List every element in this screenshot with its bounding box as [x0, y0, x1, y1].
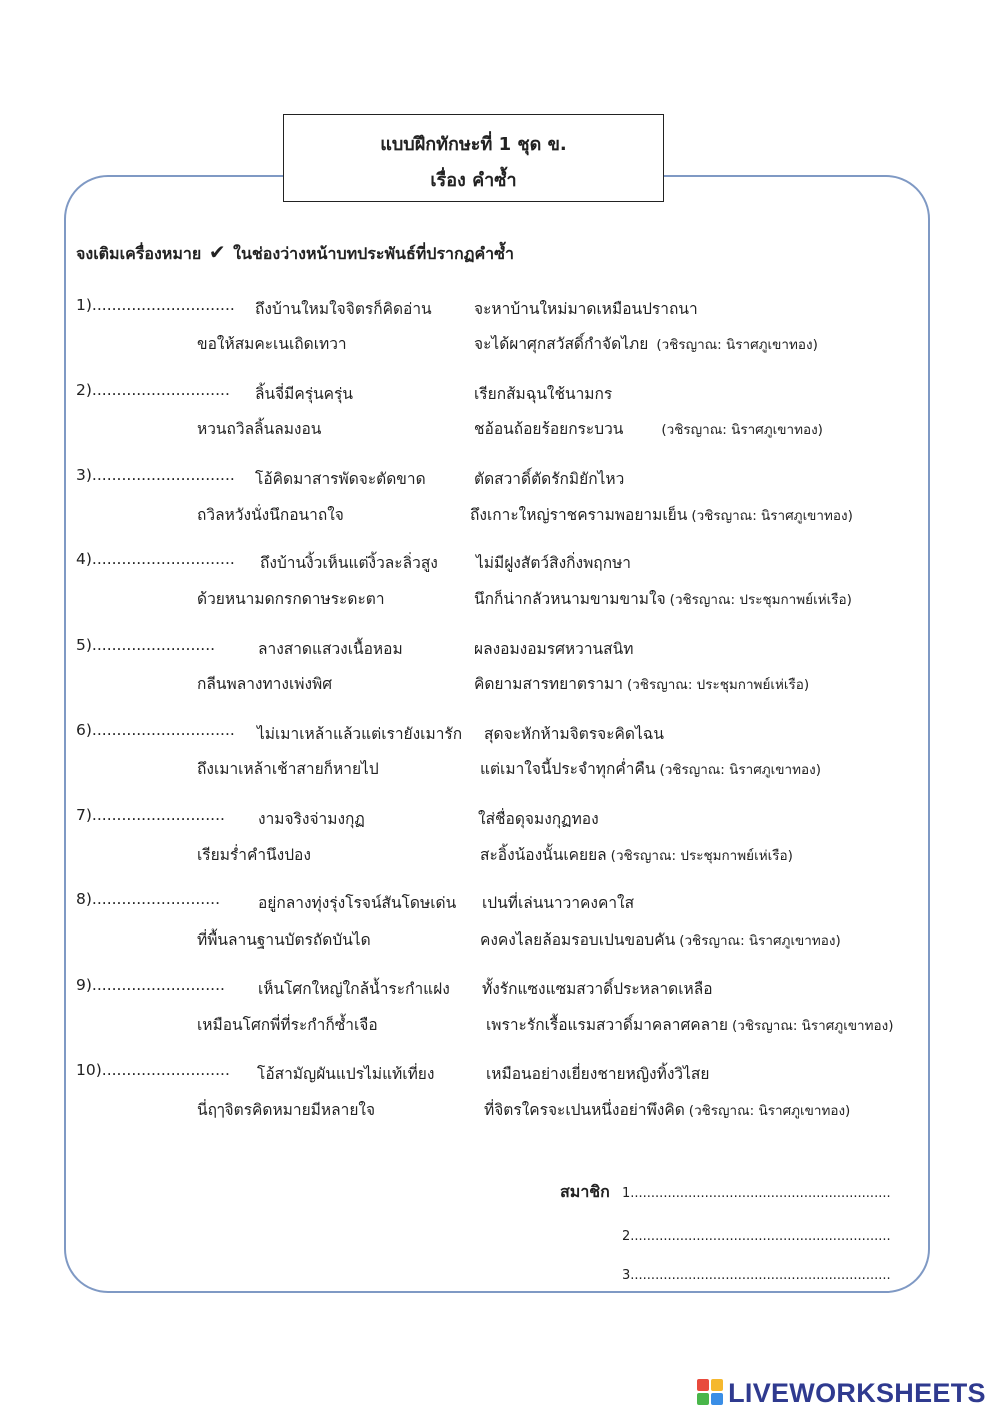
verse-2-line2a: หวนถวิลลิ้นลมงอน	[197, 420, 322, 438]
verse-2-citation: (วชิรญาณ: นิราศภูเขาทอง)	[661, 422, 823, 438]
answer-blank-5[interactable]: 5).........................	[76, 636, 216, 654]
verse-10-line2a: นี่ฤๅจิตรคิดหมายมีหลายใจ	[197, 1101, 376, 1119]
verse-3-line1a: โอ้คิดมาสารพัดจะตัดขาด	[255, 470, 426, 488]
instruction	[76, 240, 514, 267]
member-field-1[interactable]: 1...............................................................	[621, 1186, 891, 1201]
verse-4-line1b: ไม่มีฝูงสัตว์สิงกิ่งพฤกษา	[476, 554, 631, 572]
verse-10-line1b: เหมือนอย่างเยี่ยงชายหญิงทิ้งวิไสย	[486, 1065, 710, 1083]
verse-7-line2b-text: สะอิ้งน้องนั้นเคยยล	[480, 846, 607, 864]
verse-7-line1a: งามจริงจ่ามงกุฏ	[258, 810, 365, 828]
members-label: สมาชิก	[560, 1182, 610, 1201]
brand-watermark	[697, 1378, 986, 1408]
verse-1-line1a: ถึงบ้านใหมใจจิตรก็คิดอ่าน	[255, 300, 432, 318]
verse-7-line2b	[480, 842, 793, 867]
answer-blank-9[interactable]: 9)...........................	[76, 976, 225, 994]
verse-8-line2b	[480, 927, 841, 952]
verse-2-line1b: เรียกส้มฉุนใช้นามกร	[474, 385, 613, 403]
verse-9-citation: (วชิรญาณ: นิราศภูเขาทอง)	[731, 1018, 894, 1034]
answer-blank-8[interactable]: 8)..........................	[76, 890, 221, 908]
verse-2-line2b-text: ชอ้อนถ้อยร้อยกระบวน	[474, 420, 624, 438]
verse-5-line2b	[474, 671, 809, 696]
check-mark-icon: ✔	[208, 240, 226, 264]
answer-blank-1[interactable]: 1).............................	[76, 296, 235, 314]
liveworksheets-logo-icon	[697, 1379, 723, 1405]
verse-7-line2a: เรียมร่ำคำนึงปอง	[197, 846, 311, 864]
verse-1-line2b	[474, 331, 818, 356]
verse-10-line2b-text: ที่จิตรใครจะเปนหนึ่งอย่าพึงคิด	[484, 1101, 685, 1119]
verse-6-line2b	[480, 756, 821, 781]
verse-3-line2b-text: ถึงเกาะใหญ่ราชครามพอยามเย็น	[470, 506, 688, 524]
verse-6-line2a: ถึงเมาเหล้าเช้าสายก็หายไป	[197, 760, 379, 778]
verse-9-line2b-text: เพราะรักเรื้อแรมสวาดิ์มาคลาศคลาย	[486, 1016, 728, 1034]
verse-8-line1a: อยู่กลางทุ่งรุ่งโรจน์สันโดษเด่น	[258, 894, 457, 912]
member-field-2[interactable]: 2...............................................................	[622, 1229, 891, 1244]
verse-4-line1a: ถึงบ้านงิ้วเห็นแต่งิ้วละลิ่วสูง	[260, 554, 438, 572]
verse-10-line1a: โอ้สามัญผันแปรไม่แท้เที่ยง	[257, 1065, 435, 1083]
verse-4-line2a: ด้วยหนามดกรกดาษระดะตา	[197, 590, 385, 608]
answer-blank-2[interactable]: 2)............................	[76, 381, 230, 399]
instruction-before: จงเติมเครื่องหมาย	[76, 244, 202, 263]
verse-5-line2b-text: คิดยามสารทยาตรามา	[474, 675, 623, 693]
verse-5-line1a: ลางสาดแสวงเนื้อหอม	[258, 640, 403, 658]
verse-6-line1b: สุดจะหักห้ามจิตรจะคิดไฉน	[484, 725, 664, 743]
members-row-1	[560, 1180, 891, 1205]
verse-8-line2a: ที่พื้นลานฐานบัตรถัดบันได	[197, 931, 371, 949]
verse-4-line2b	[474, 586, 852, 611]
verse-9-line2a: เหมือนโศกพี่ที่ระกำก็ซ้ำเจือ	[197, 1016, 378, 1034]
worksheet-title: แบบฝึกทักษะที่ 1 ชุด ข.	[380, 134, 567, 155]
verse-1-line2a: ขอให้สมคะเนเถิดเทวา	[197, 335, 347, 353]
brand-text: LIVEWORKSHEETS	[728, 1378, 986, 1408]
answer-blank-7[interactable]: 7)...........................	[76, 806, 225, 824]
worksheet-subtitle: เรื่อง คำซ้ำ	[430, 170, 517, 191]
verse-4-line2b-text: นึกก็น่ากลัวหนามขามขามใจ	[474, 590, 666, 608]
member-field-3[interactable]: 3...............................................................	[622, 1268, 891, 1283]
answer-blank-6[interactable]: 6).............................	[76, 721, 235, 739]
verse-5-line1b: ผลงอมงอมรศหวานสนิท	[474, 640, 634, 658]
title-box	[283, 114, 664, 202]
verse-8-line1b: เปนที่เล่นนาวาคงคาใส	[482, 894, 635, 912]
answer-blank-10[interactable]: 10)..........................	[76, 1061, 230, 1079]
verse-8-line2b-text: คงคงไลยล้อมรอบเปนขอบคัน	[480, 931, 676, 949]
instruction-after: ในช่องว่างหน้าบทประพันธ์ที่ปรากฏคำซ้ำ	[233, 244, 514, 263]
verse-1-line1b: จะหาบ้านใหม่มาดเหมือนปราถนา	[474, 300, 698, 318]
verse-8-citation: (วชิรญาณ: นิราศภูเขาทอง)	[679, 933, 841, 949]
verse-10-citation: (วชิรญาณ: นิราศภูเขาทอง)	[688, 1103, 851, 1119]
verse-6-citation: (วชิรญาณ: นิราศภูเขาทอง)	[659, 762, 821, 778]
verse-2-line2b	[474, 416, 823, 441]
verse-1-citation: (วชิรญาณ: นิราศภูเขาทอง)	[656, 337, 818, 353]
answer-blank-3[interactable]: 3).............................	[76, 466, 235, 484]
verse-5-line2a: กลีนพลางทางเพ่งพิศ	[197, 675, 333, 693]
verse-6-line2b-text: แต่เมาใจนี้ประจำทุกค่ำคืน	[480, 760, 656, 778]
verse-3-line1b: ตัดสวาดิ์ตัดรักมิยักไหว	[474, 470, 625, 488]
verse-4-citation: (วชิรญาณ: ประชุมกาพย์เห่เรือ)	[669, 592, 852, 608]
verse-7-line1b: ใส่ชื่อดุจมงกุฏทอง	[478, 810, 599, 828]
verse-1-line2b-text: จะได้ผาศุกสวัสดิ์กำจัดไภย	[474, 335, 649, 353]
verse-9-line1a: เห็นโศกใหญ่ใกล้น้ำระกำแฝง	[258, 980, 450, 998]
verse-5-citation: (วชิรญาณ: ประชุมกาพย์เห่เรือ)	[626, 677, 810, 693]
verse-3-citation: (วชิรญาณ: นิราศภูเขาทอง)	[691, 508, 853, 524]
verse-10-line2b	[484, 1097, 850, 1122]
answer-blank-4[interactable]: 4).............................	[76, 550, 235, 568]
verse-7-citation: (วชิรญาณ: ประชุมกาพย์เห่เรือ)	[610, 848, 793, 864]
verse-9-line2b	[486, 1012, 894, 1037]
verse-3-line2a: ถวิลหวังนั่งนึกอนาถใจ	[197, 506, 344, 524]
verse-3-line2b	[470, 502, 853, 527]
verse-6-line1a: ไม่เมาเหล้าแล้วแต่เรายังเมารัก	[257, 725, 463, 743]
verse-9-line1b: ทั้งรักแซงแซมสวาดิ์ประหลาดเหลือ	[482, 980, 713, 998]
verse-2-line1a: ลิ้นจี่มีครุ่นครุ่น	[255, 385, 353, 403]
